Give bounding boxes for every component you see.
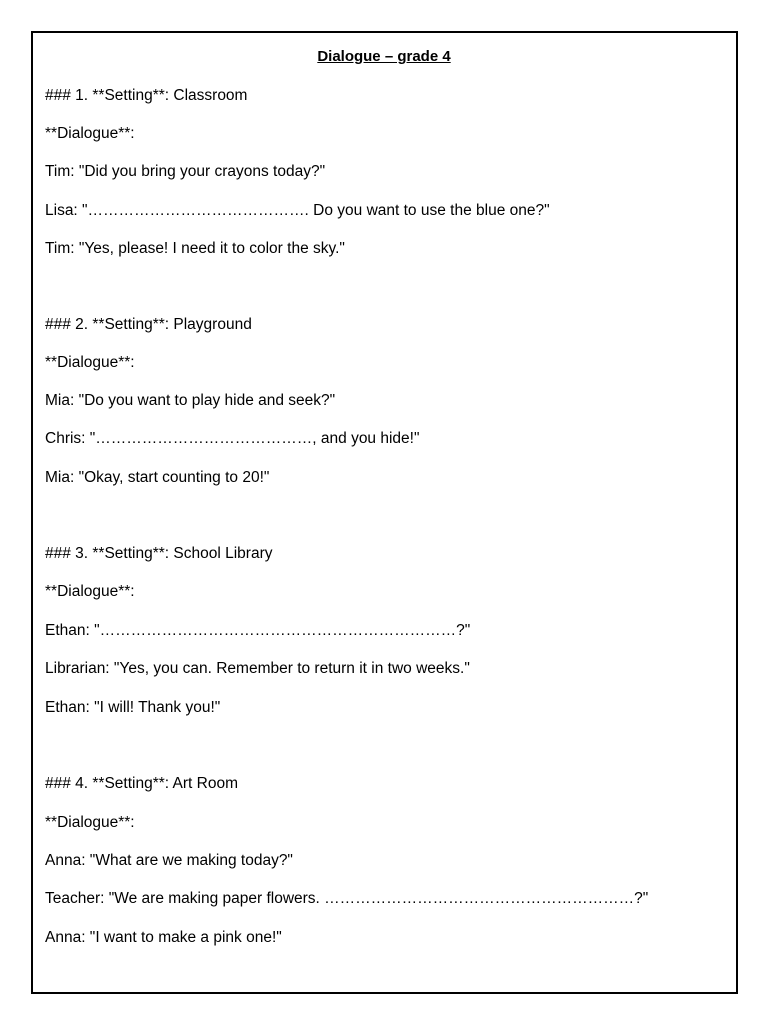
dialogue-line: Anna: "I want to make a pink one!" — [45, 929, 282, 946]
dialogue-line: Librarian: "Yes, you can. Remember to return it in two weeks." — [45, 660, 470, 677]
section-1-heading: ### 1. **Setting**: Classroom — [45, 87, 248, 104]
dialogue-line: Tim: "Yes, please! I need it to color the sky." — [45, 240, 345, 257]
section-2-heading: ### 2. **Setting**: Playground — [45, 316, 252, 333]
dialogue-line-blank: Lisa: "……………………………………. Do you want to use the blue one?" — [45, 202, 550, 219]
section-4-dialogue-label: **Dialogue**: — [45, 814, 135, 831]
section-3-dialogue-label: **Dialogue**: — [45, 583, 135, 600]
section-3-heading: ### 3. **Setting**: School Library — [45, 545, 273, 562]
section-1-dialogue-label: **Dialogue**: — [45, 125, 135, 142]
dialogue-line: Mia: "Okay, start counting to 20!" — [45, 469, 270, 486]
dialogue-line-blank: Teacher: "We are making paper flowers. ……………………………………………………?" — [45, 890, 649, 907]
section-4-heading: ### 4. **Setting**: Art Room — [45, 775, 239, 792]
dialogue-line-blank: Ethan: "……………………………………………………………?" — [45, 622, 471, 639]
dialogue-line: Ethan: "I will! Thank you!" — [45, 699, 221, 716]
dialogue-line: Mia: "Do you want to play hide and seek?" — [45, 392, 336, 409]
document-title: Dialogue – grade 4 — [317, 48, 451, 65]
section-2-dialogue-label: **Dialogue**: — [45, 354, 135, 371]
dialogue-line-blank: Chris: "……………………………………, and you hide!" — [45, 430, 420, 447]
dialogue-line: Anna: "What are we making today?" — [45, 852, 293, 869]
dialogue-line: Tim: "Did you bring your crayons today?" — [45, 163, 326, 180]
